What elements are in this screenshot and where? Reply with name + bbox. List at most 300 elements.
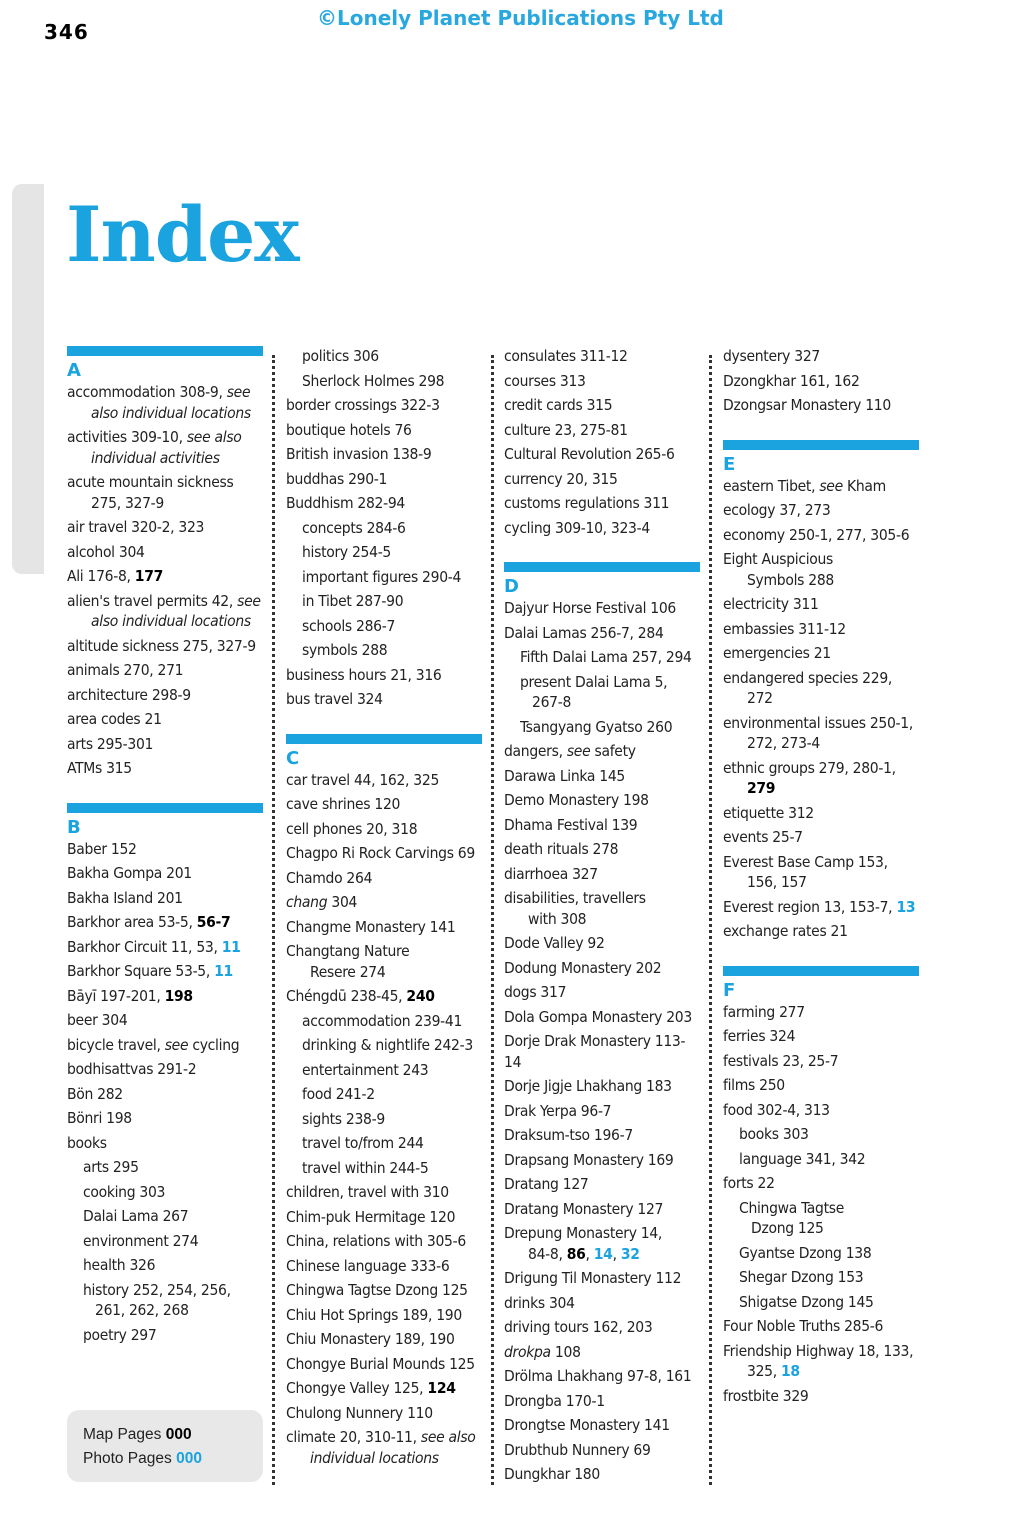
entry-line xyxy=(302,640,482,661)
index-subentry xyxy=(67,1182,263,1203)
entry-text: poetry 297 xyxy=(83,1325,157,1344)
entry-line xyxy=(286,1427,482,1448)
index-subentry xyxy=(723,1267,919,1288)
entry-text: Demo Monastery 198 xyxy=(504,791,649,809)
index-entry xyxy=(723,668,919,709)
entry-text: sights 238-9 xyxy=(302,1109,385,1128)
entry-text: individual locations xyxy=(310,1448,439,1467)
section-bar xyxy=(286,734,482,744)
entry-line xyxy=(504,1199,700,1220)
index-entry xyxy=(723,1316,919,1337)
entry-text: 272 xyxy=(747,689,773,707)
entry-text: symbols 288 xyxy=(302,641,388,659)
entry-text: currency 20, 315 xyxy=(504,469,618,488)
index-entry xyxy=(723,1173,919,1194)
index-entry xyxy=(723,1100,919,1121)
index-column-3 xyxy=(504,346,700,1489)
index-entry xyxy=(67,734,263,755)
index-entry xyxy=(504,420,700,441)
entry-line xyxy=(67,660,263,681)
index-entry xyxy=(504,790,700,811)
entry-line xyxy=(723,668,919,689)
entry-text: acute mountain sickness xyxy=(67,473,234,491)
entry-text: ATMs 315 xyxy=(67,759,132,777)
entry-continuation-line xyxy=(723,733,919,754)
section-spacer xyxy=(504,542,700,562)
map-page-ref: 86 xyxy=(566,1244,586,1263)
index-entry xyxy=(67,888,263,909)
index-entry xyxy=(504,1293,700,1314)
entry-continuation-line xyxy=(286,1448,482,1469)
index-entry xyxy=(504,1199,700,1220)
index-entry xyxy=(723,395,919,416)
entry-text: ecology 37, 273 xyxy=(723,501,831,519)
entry-text: 108 xyxy=(550,1342,581,1361)
entry-line xyxy=(302,1158,482,1179)
index-entry xyxy=(286,1354,482,1375)
entry-text: books xyxy=(67,1133,107,1152)
entry-line xyxy=(286,868,482,889)
entry-text: Dhama Festival 139 xyxy=(504,815,638,834)
entry-line xyxy=(504,839,700,860)
entry-text: Changme Monastery 141 xyxy=(286,917,456,936)
index-entry xyxy=(286,794,482,815)
entry-line xyxy=(723,525,919,546)
entry-text: food 302-4, 313 xyxy=(723,1100,830,1119)
entry-line xyxy=(286,986,482,1007)
index-entry xyxy=(286,1427,482,1468)
entry-text: Cultural Revolution 265-6 xyxy=(504,445,675,463)
index-entry xyxy=(286,469,482,490)
index-subentry xyxy=(286,1084,482,1105)
entry-line xyxy=(286,1305,482,1326)
index-entry xyxy=(286,444,482,465)
entry-text: see xyxy=(237,591,261,610)
index-entry xyxy=(504,766,700,787)
index-entry xyxy=(504,395,700,416)
entry-text: Resere 274 xyxy=(310,962,386,981)
entry-line xyxy=(286,1280,482,1301)
entry-line xyxy=(739,1149,919,1170)
page-title: Index xyxy=(66,190,299,279)
entry-line xyxy=(723,1173,919,1194)
index-subentry xyxy=(723,1243,919,1264)
entry-line xyxy=(723,1026,919,1047)
index-entry xyxy=(723,713,919,754)
entry-text: air travel 320-2, 323 xyxy=(67,518,205,536)
entry-text: business hours 21, 316 xyxy=(286,665,442,684)
entry-line xyxy=(83,1255,263,1276)
entry-text: accommodation 239-41 xyxy=(302,1011,463,1030)
entry-text: Draksum-tso 196-7 xyxy=(504,1126,633,1144)
entry-line xyxy=(302,371,482,392)
index-entry xyxy=(67,986,263,1007)
entry-text: Dola Gompa Monastery 203 xyxy=(504,1007,692,1026)
entry-text: Barkhor Square 53-5, xyxy=(67,962,215,980)
index-entry xyxy=(723,897,919,918)
entry-text: books 303 xyxy=(739,1125,809,1143)
section-bar xyxy=(504,562,700,572)
index-entry xyxy=(504,346,700,367)
entry-text: cell phones 20, 318 xyxy=(286,819,418,838)
entry-text: Changtang Nature xyxy=(286,942,410,960)
entry-line xyxy=(504,371,700,392)
index-entry xyxy=(504,444,700,465)
entry-text: Dalai Lamas 256-7, 284 xyxy=(504,623,664,642)
index-subentry xyxy=(286,1060,482,1081)
entry-line xyxy=(723,619,919,640)
entry-line xyxy=(67,685,263,706)
index-entry xyxy=(67,472,263,513)
column-divider xyxy=(272,355,275,1485)
legend-map-value: 000 xyxy=(165,1426,192,1443)
index-entry xyxy=(286,395,482,416)
entry-text: 304 xyxy=(327,893,358,911)
index-subentry xyxy=(286,371,482,392)
entry-line xyxy=(286,444,482,465)
entry-text: Dorje Jigje Lhakhang 183 xyxy=(504,1077,672,1095)
index-entry xyxy=(723,1341,919,1382)
entry-line xyxy=(286,1256,482,1277)
entry-text: boutique hotels 76 xyxy=(286,420,412,439)
entry-line xyxy=(504,864,700,885)
entry-text: Dalai Lama 267 xyxy=(83,1207,189,1225)
entry-line xyxy=(504,1223,700,1244)
entry-line xyxy=(286,493,482,514)
index-entry xyxy=(504,1342,700,1363)
index-entry xyxy=(286,1329,482,1350)
entry-text: entertainment 243 xyxy=(302,1060,429,1079)
entry-line xyxy=(286,892,482,913)
index-entry xyxy=(504,864,700,885)
entry-text: with 308 xyxy=(528,909,587,928)
entry-line xyxy=(723,897,919,918)
legend-photo-label: Photo Pages xyxy=(83,1450,172,1467)
page-legend xyxy=(67,1410,263,1482)
entry-text: culture 23, 275-81 xyxy=(504,420,628,439)
entry-text: frostbite 329 xyxy=(723,1386,809,1405)
entry-line xyxy=(67,1084,263,1105)
entry-text: schools 286-7 xyxy=(302,616,396,635)
entry-text: Drak Yerpa 96-7 xyxy=(504,1101,612,1120)
entry-line xyxy=(504,1317,700,1338)
section-letter-b: B xyxy=(67,816,81,838)
index-entry xyxy=(723,525,919,546)
entry-line xyxy=(67,542,263,563)
index-subentry xyxy=(286,542,482,563)
index-entry xyxy=(723,1002,919,1023)
entry-line xyxy=(67,1035,263,1056)
entry-line xyxy=(504,346,700,367)
index-entry xyxy=(504,982,700,1003)
entry-line xyxy=(286,1403,482,1424)
entry-line xyxy=(520,717,700,738)
entry-text: activities 309-10, xyxy=(67,428,187,446)
index-entry xyxy=(286,689,482,710)
entry-text: see xyxy=(819,476,843,495)
index-entry xyxy=(723,643,919,664)
column-divider xyxy=(709,355,712,1485)
index-entry xyxy=(504,518,700,539)
entry-text: electricity 311 xyxy=(723,595,819,613)
entry-text: individual activities xyxy=(91,448,220,467)
index-entry xyxy=(504,1101,700,1122)
index-entry xyxy=(67,566,263,587)
section-bar xyxy=(723,966,919,976)
entry-line xyxy=(286,1207,482,1228)
entry-line xyxy=(286,819,482,840)
entry-line xyxy=(286,1354,482,1375)
index-subentry xyxy=(286,346,482,367)
entry-line xyxy=(504,1076,700,1097)
entry-text: important figures 290-4 xyxy=(302,567,462,586)
index-entry xyxy=(286,1280,482,1301)
entry-text: dysentery 327 xyxy=(723,347,820,365)
entry-text: Shegar Dzong 153 xyxy=(739,1268,864,1286)
index-entry xyxy=(67,1059,263,1080)
entry-text: Chingwa Tagtse xyxy=(739,1198,844,1217)
entry-text: present Dalai Lama 5, xyxy=(520,672,668,691)
entry-line xyxy=(723,921,919,942)
entry-text: travel within 244-5 xyxy=(302,1158,429,1177)
entry-text: drokpa xyxy=(504,1342,551,1361)
index-entry xyxy=(286,819,482,840)
entry-line xyxy=(67,382,263,403)
entry-text: 84-8, xyxy=(528,1244,567,1263)
entry-line xyxy=(67,636,263,657)
entry-line xyxy=(286,941,482,962)
index-entry xyxy=(286,868,482,889)
index-entry xyxy=(504,1464,700,1485)
entry-line xyxy=(83,1280,263,1301)
entry-text: Everest Base Camp 153, xyxy=(723,852,888,871)
entry-text: Dajyur Horse Festival 106 xyxy=(504,599,676,617)
entry-line xyxy=(504,1101,700,1122)
index-entry xyxy=(286,1403,482,1424)
index-entry xyxy=(504,623,700,644)
index-entry xyxy=(723,371,919,392)
entry-continuation-line xyxy=(67,403,263,424)
index-subentry xyxy=(504,647,700,668)
entry-line xyxy=(302,1035,482,1056)
entry-line xyxy=(504,1293,700,1314)
entry-text: Dratang Monastery 127 xyxy=(504,1199,664,1218)
entry-text: , xyxy=(585,1244,594,1263)
entry-line xyxy=(504,623,700,644)
entry-text: Drigung Til Monastery 112 xyxy=(504,1269,682,1287)
entry-line xyxy=(723,395,919,416)
index-entry xyxy=(286,941,482,982)
index-entry xyxy=(286,665,482,686)
entry-text: Drongtse Monastery 141 xyxy=(504,1416,670,1434)
index-entry xyxy=(286,1378,482,1399)
entry-text: events 25-7 xyxy=(723,828,803,846)
index-entry xyxy=(504,493,700,514)
entry-text: Dzongkhar 161, 162 xyxy=(723,371,860,390)
entry-line xyxy=(739,1198,919,1219)
entry-line xyxy=(504,420,700,441)
entry-text: diarrhoea 327 xyxy=(504,864,598,883)
entry-line xyxy=(67,427,263,448)
entry-text: area codes 21 xyxy=(67,710,162,728)
entry-line xyxy=(723,803,919,824)
index-entry xyxy=(723,852,919,893)
index-entry xyxy=(67,636,263,657)
entry-text: see also xyxy=(186,428,242,446)
entry-line xyxy=(67,1108,263,1129)
entry-text: ethnic groups 279, 280-1, xyxy=(723,758,896,777)
entry-line xyxy=(504,1125,700,1146)
entry-line xyxy=(67,888,263,909)
index-entry xyxy=(723,758,919,799)
entry-text: Dzongsar Monastery 110 xyxy=(723,396,891,414)
entry-continuation-line xyxy=(67,611,263,632)
section-bar xyxy=(723,440,919,450)
entry-line xyxy=(520,647,700,668)
entry-text: Bakha Island 201 xyxy=(67,888,183,907)
entry-line xyxy=(723,1100,919,1121)
entry-line xyxy=(302,567,482,588)
entry-line xyxy=(723,476,919,497)
entry-text: Drapsang Monastery 169 xyxy=(504,1150,674,1169)
section-bar xyxy=(67,346,263,356)
index-entry xyxy=(504,1268,700,1289)
index-entry xyxy=(67,1108,263,1129)
entry-text: bus travel 324 xyxy=(286,690,383,708)
section-bar xyxy=(67,803,263,813)
entry-text: car travel 44, 162, 325 xyxy=(286,770,440,789)
index-entry xyxy=(286,1256,482,1277)
entry-text: emergencies 21 xyxy=(723,644,831,662)
entry-text: courses 313 xyxy=(504,371,586,390)
entry-text: politics 306 xyxy=(302,347,379,365)
entry-text: embassies 311-12 xyxy=(723,619,846,638)
entry-text: language 341, 342 xyxy=(739,1149,866,1168)
index-entry xyxy=(67,937,263,958)
entry-text: also individual locations xyxy=(91,612,251,630)
entry-text: arts 295-301 xyxy=(67,734,154,753)
index-subentry xyxy=(286,1035,482,1056)
entry-text: 325, xyxy=(747,1362,781,1380)
index-entry xyxy=(286,892,482,913)
index-entry xyxy=(504,1076,700,1097)
index-entry xyxy=(723,1386,919,1407)
entry-text: Symbols 288 xyxy=(747,570,834,589)
entry-text: Eight Auspicious xyxy=(723,550,834,568)
index-entry xyxy=(286,843,482,864)
index-subentry xyxy=(286,1011,482,1032)
entry-text: environmental issues 250-1, xyxy=(723,713,913,732)
entry-text: cycling xyxy=(188,1035,240,1054)
entry-continuation-line xyxy=(504,909,700,930)
index-subentry xyxy=(67,1231,263,1252)
entry-text: Darawa Linka 145 xyxy=(504,766,626,785)
entry-line xyxy=(286,1231,482,1252)
index-subentry xyxy=(286,518,482,539)
entry-line xyxy=(723,500,919,521)
index-entry xyxy=(67,961,263,982)
entry-text: alcohol 304 xyxy=(67,542,145,561)
entry-text: travel to/from 244 xyxy=(302,1134,424,1152)
index-entry xyxy=(723,1051,919,1072)
entry-line xyxy=(286,770,482,791)
entry-text: Dungkhar 180 xyxy=(504,1465,600,1483)
entry-text: Bakha Gompa 201 xyxy=(67,864,192,882)
index-subentry xyxy=(723,1149,919,1170)
entry-line xyxy=(67,986,263,1007)
entry-text: customs regulations 311 xyxy=(504,494,670,512)
index-entry xyxy=(67,1084,263,1105)
entry-line xyxy=(504,1150,700,1171)
entry-line xyxy=(67,566,263,587)
photo-page-ref: 11 xyxy=(214,962,233,980)
entry-text: festivals 23, 25-7 xyxy=(723,1051,839,1070)
entry-text: 275, 327-9 xyxy=(91,493,164,512)
index-entry xyxy=(286,917,482,938)
column-divider xyxy=(491,355,494,1485)
entry-line xyxy=(83,1206,263,1227)
index-subentry xyxy=(286,567,482,588)
entry-line xyxy=(723,594,919,615)
entry-line xyxy=(302,1060,482,1081)
index-entry xyxy=(504,598,700,619)
entry-text: accommodation 308-9, xyxy=(67,383,227,401)
index-entry xyxy=(504,1440,700,1461)
entry-text: Dodung Monastery 202 xyxy=(504,958,662,977)
entry-text: Dorje Drak Monastery 113-14 xyxy=(504,1032,686,1071)
entry-line xyxy=(504,1366,700,1387)
entry-continuation-line xyxy=(723,778,919,799)
index-entry xyxy=(723,346,919,367)
entry-line xyxy=(504,982,700,1003)
entry-text: endangered species 229, xyxy=(723,668,893,687)
entry-text: Drubthub Nunnery 69 xyxy=(504,1440,651,1459)
index-entry xyxy=(286,493,482,514)
section-letter-d: D xyxy=(504,576,519,597)
entry-line xyxy=(302,542,482,563)
entry-text: 267-8 xyxy=(532,693,572,711)
entry-text: disabilities, travellers xyxy=(504,889,646,907)
entry-line xyxy=(504,958,700,979)
side-thumb-tab xyxy=(12,184,44,574)
index-entry xyxy=(723,500,919,521)
entry-text: films 250 xyxy=(723,1076,785,1094)
index-entry xyxy=(504,958,700,979)
index-entry xyxy=(286,1305,482,1326)
index-entry xyxy=(286,1231,482,1252)
entry-line xyxy=(504,1031,700,1072)
section-letter-c: C xyxy=(286,747,300,769)
index-entry xyxy=(723,921,919,942)
entry-text: climate 20, 310-11, xyxy=(286,1428,421,1446)
entry-text: Bāyī 197-201, xyxy=(67,986,165,1005)
entry-line xyxy=(723,1075,919,1096)
entry-line xyxy=(286,1378,482,1399)
entry-text: Dzong 125 xyxy=(751,1219,824,1237)
entry-text: see also xyxy=(420,1428,476,1446)
index-subentry xyxy=(286,1158,482,1179)
entry-line xyxy=(504,1464,700,1485)
entry-text: animals 270, 271 xyxy=(67,661,184,679)
entry-line xyxy=(302,591,482,612)
index-entry xyxy=(723,476,919,497)
index-entry xyxy=(723,619,919,640)
index-entry xyxy=(504,1223,700,1264)
entry-text: Chéngdū 238-45, xyxy=(286,987,407,1005)
index-subentry xyxy=(67,1157,263,1178)
entry-text: altitude sickness 275, 327-9 xyxy=(67,636,256,655)
index-subentry xyxy=(723,1292,919,1313)
